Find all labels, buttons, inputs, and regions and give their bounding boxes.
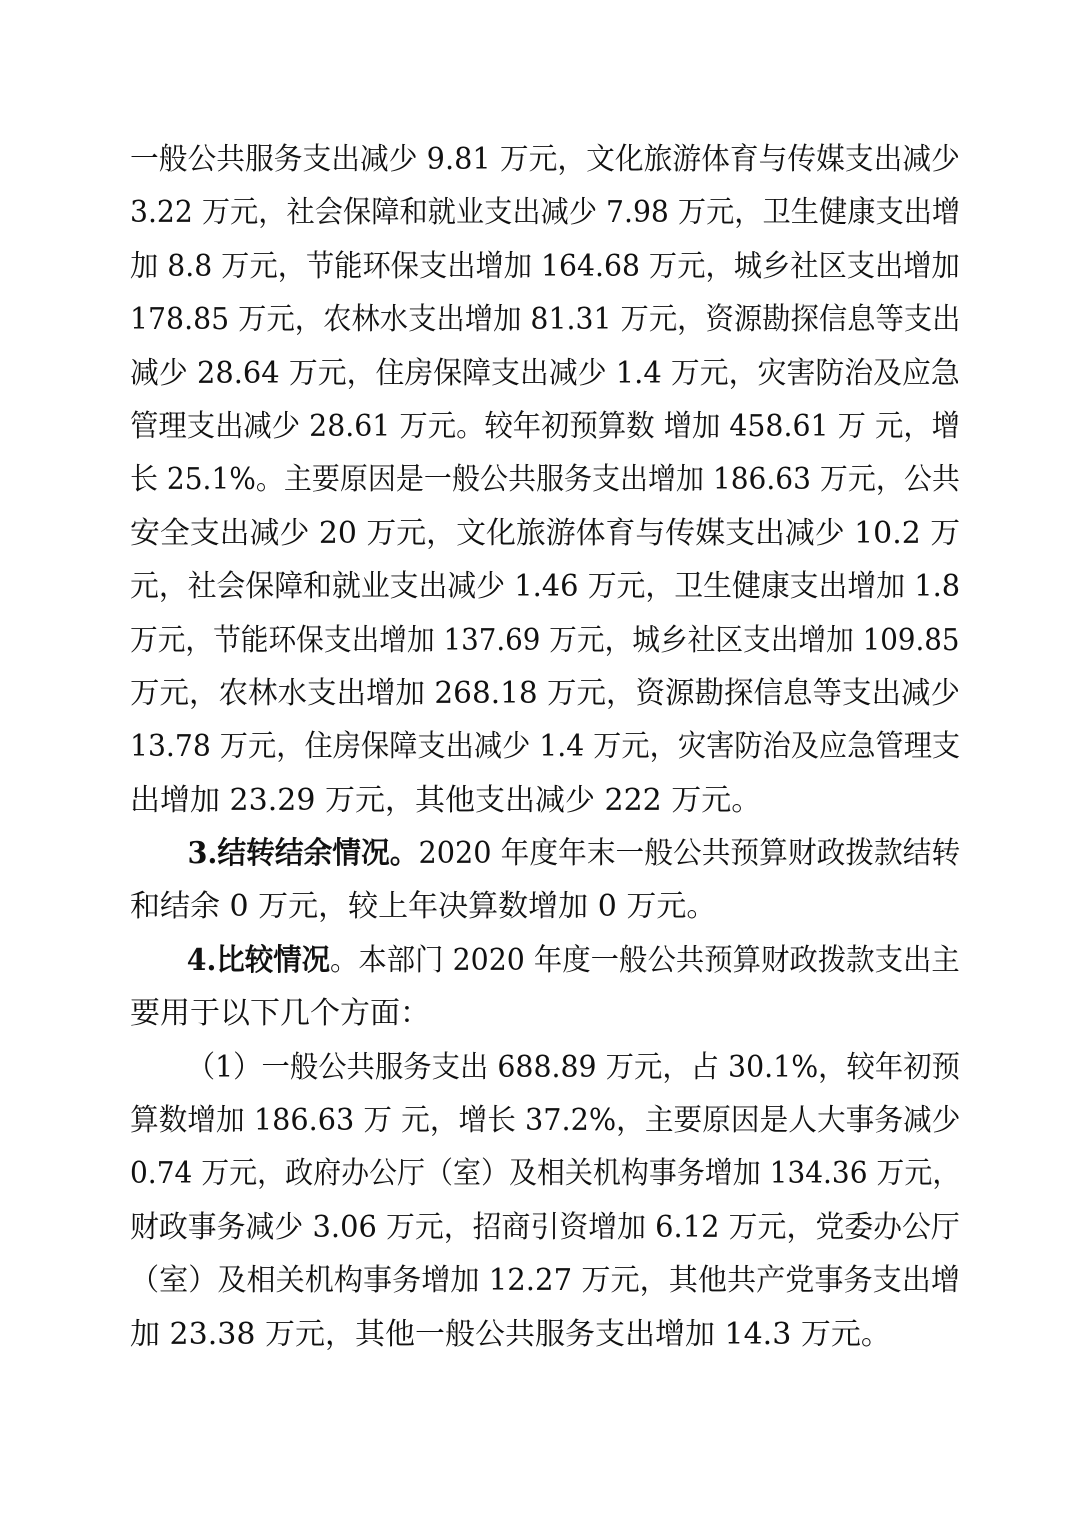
text-line: 减少 28.64 万元，住房保障支出减少 1.4 万元，灾害防治及应急 <box>130 355 960 391</box>
text-line: 万元，农林水支出增加 268.18 万元，资源勘探信息等支出减少 <box>130 675 961 711</box>
text-line: 安全支出减少 20 万元，文化旅游体育与传媒支出减少 10.2 万 <box>130 515 961 551</box>
text-line: （室）及相关机构事务增加 12.27 万元，其他共产党事务支出增 <box>130 1263 961 1299</box>
text-line: 一般公共服务支出减少 9.81 万元，文化旅游体育与传媒支出减少 <box>130 142 960 177</box>
text-run: 2020 年度年末一般公共预算财政拨款结转 <box>418 836 961 872</box>
section-heading: 4.比较情况 <box>186 942 331 978</box>
text-line: 加 23.38 万元，其他一般公共服务支出增加 14.3 万元。 <box>130 1316 891 1352</box>
text-line: 178.85 万元，农林水支出增加 81.31 万元，资源勘探信息等支出 <box>130 302 961 338</box>
paragraph-general-public-services <box>130 1041 960 1361</box>
text-line: 算数增加 186.63 万 元，增长 37.2%，主要原因是人大事务减少 <box>130 1103 961 1139</box>
text-line: （1）一般公共服务支出 688.89 万元，占 30.1%，较年初预 <box>186 1049 960 1085</box>
text-line: 元，社会保障和就业支出减少 1.46 万元，卫生健康支出增加 1.8 <box>130 569 961 605</box>
paragraph-carryover <box>130 827 960 934</box>
text-line: 财政事务减少 3.06 万元，招商引资增加 6.12 万元，党委办公厅 <box>130 1209 960 1245</box>
text-line <box>130 934 960 987</box>
text-line: 长 25.1%。主要原因是一般公共服务支出增加 186.63 万元，公共 <box>130 462 960 498</box>
document-body <box>130 133 960 1361</box>
text-line: 万元，节能环保支出增加 137.69 万元，城乡社区支出增加 109.85 <box>130 622 960 658</box>
text-line: 0.74 万元，政府办公厅（室）及相关机构事务增加 134.36 万元， <box>130 1156 961 1192</box>
text-line <box>130 827 961 880</box>
text-line: 3.22 万元，社会保障和就业支出减少 7.98 万元，卫生健康支出增 <box>130 195 961 231</box>
text-run: 。本部门 2020 年度一般公共预算财政拨款支出主 <box>330 942 960 978</box>
paragraph-expenditure-changes <box>130 133 960 827</box>
text-line: 加 8.8 万元，节能环保支出增加 164.68 万元，城乡社区支出增加 <box>130 248 960 284</box>
text-line: 出增加 23.29 万元，其他支出减少 222 万元。 <box>130 782 762 818</box>
text-line: 和结余 0 万元，较上年决算数增加 0 万元。 <box>130 889 717 925</box>
paragraph-comparison <box>130 934 960 1041</box>
text-line: 管理支出减少 28.61 万元。较年初预算数 增加 458.61 万 元，增 <box>130 408 961 444</box>
text-line: 13.78 万元，住房保障支出减少 1.4 万元，灾害防治及应急管理支 <box>130 729 961 765</box>
text-line: 要用于以下几个方面： <box>130 996 430 1032</box>
section-heading: 3.结转结余情况。 <box>187 836 419 872</box>
